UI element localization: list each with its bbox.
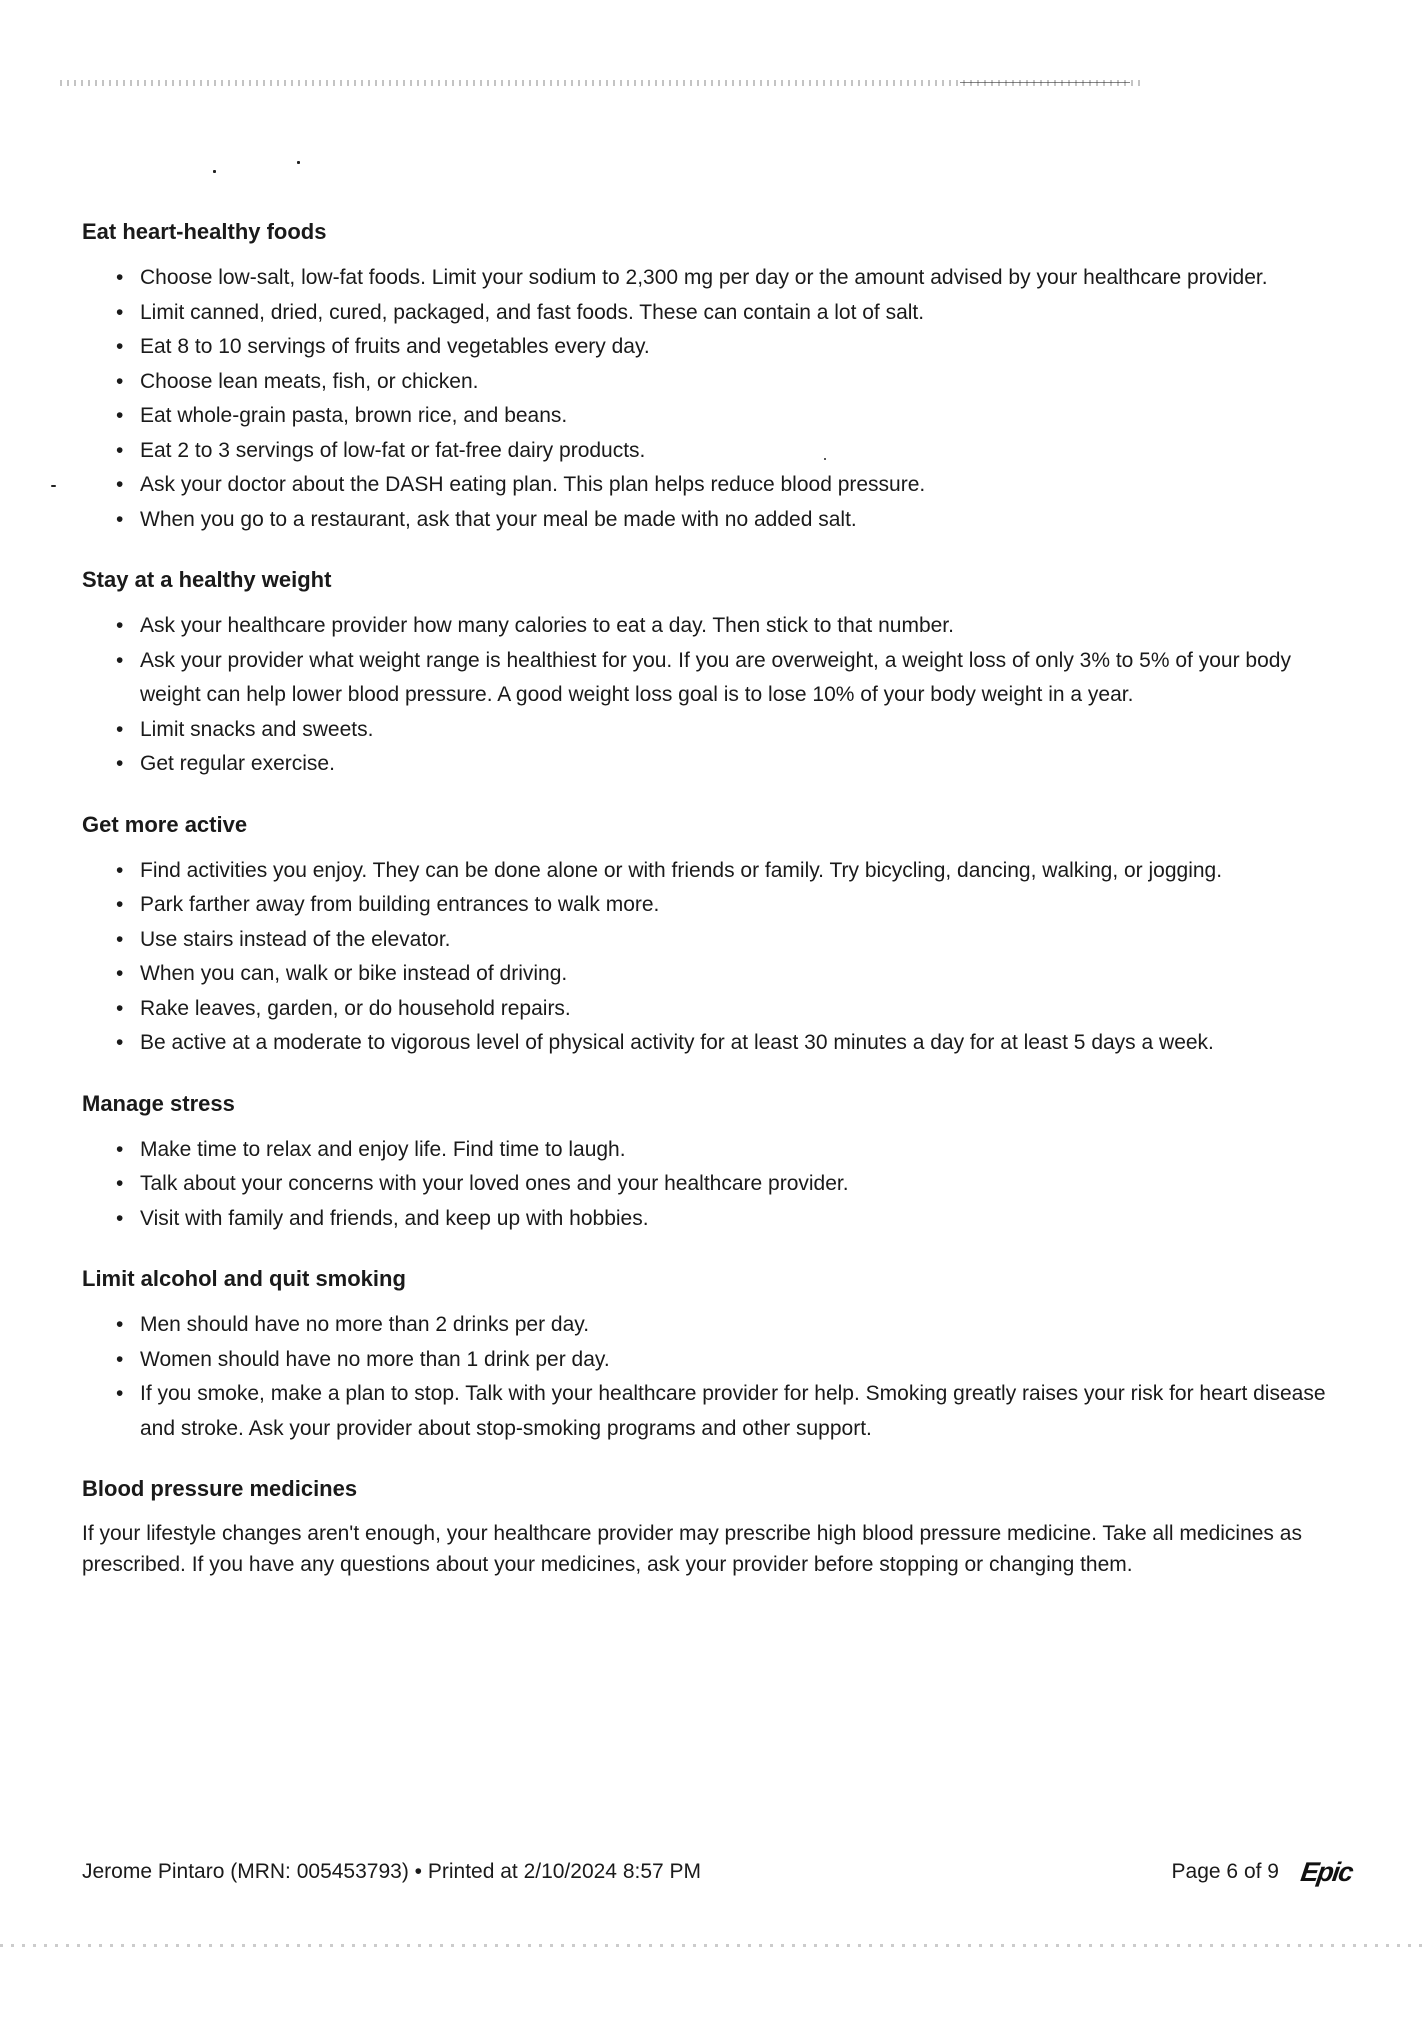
section-heading: Eat heart-healthy foods bbox=[82, 219, 327, 244]
list-item: • Choose lean meats, fish, or chicken. bbox=[140, 365, 1352, 400]
list-item: • Choose low-salt, low-fat foods. Limit your sodium to 2,300 mg per day or the amount advised by your healthcare provider. bbox=[140, 261, 1352, 296]
list-item: • Eat 2 to 3 servings of low-fat or fat-free dairy products. bbox=[140, 434, 1352, 469]
list-item: • Be active at a moderate to vigorous level of physical activity for at least 30 minutes a day for at least 5 days a week. bbox=[140, 1026, 1352, 1061]
list-item: • Eat whole-grain pasta, brown rice, and beans. bbox=[140, 399, 1352, 434]
page-footer bbox=[82, 1854, 1355, 1890]
list-item: • Men should have no more than 2 drinks per day. bbox=[140, 1308, 1352, 1343]
patient-print-info: Jerome Pintaro (MRN: 005453793) • Printed at 2/10/2024 8:57 PM bbox=[82, 1860, 702, 1883]
list-item: • Find activities you enjoy. They can be done alone or with friends or family. Try bicycling, dancing, walking, or jogging. bbox=[140, 854, 1352, 889]
scan-speck bbox=[51, 485, 56, 487]
list-item: • Ask your doctor about the DASH eating plan. This plan helps reduce blood pressure. bbox=[140, 468, 1352, 503]
list-item: • When you can, walk or bike instead of driving. bbox=[140, 957, 1352, 992]
list-item: • Rake leaves, garden, or do household repairs. bbox=[140, 992, 1352, 1027]
bullet-list bbox=[82, 609, 1352, 782]
list-item: • Visit with family and friends, and keep up with hobbies. bbox=[140, 1202, 1352, 1237]
list-item: • Get regular exercise. bbox=[140, 747, 1352, 782]
list-item: • Talk about your concerns with your loved ones and your healthcare provider. bbox=[140, 1167, 1352, 1202]
list-item: • Limit snacks and sweets. bbox=[140, 713, 1352, 748]
section-heading: Manage stress bbox=[82, 1090, 235, 1116]
section-manage-stress bbox=[82, 1087, 1352, 1237]
footer-page-area bbox=[1171, 1854, 1355, 1890]
page-number: Page 6 of 9 bbox=[1171, 1860, 1279, 1883]
scan-artifact-bottom bbox=[0, 1944, 1428, 1947]
section-eat-heart-healthy-foods bbox=[82, 215, 1352, 537]
scan-artifact-top bbox=[60, 80, 1140, 86]
section-get-more-active bbox=[82, 808, 1352, 1061]
bullet-list bbox=[82, 1308, 1352, 1446]
scan-speck bbox=[213, 170, 216, 173]
section-heading: Limit alcohol and quit smoking bbox=[82, 1266, 406, 1291]
list-item: • Park farther away from building entrances to walk more. bbox=[140, 888, 1352, 923]
list-item: • Ask your provider what weight range is healthiest for you. If you are overweight, a weight loss of only 3% to 5% of your body weight can help lower blood pressure. A good weight loss goal is to lose 10% of your body weight in a year. bbox=[140, 644, 1352, 713]
section-heading: Get more active bbox=[82, 811, 248, 837]
section-heading: Stay at a healthy weight bbox=[82, 567, 332, 592]
list-item: • Use stairs instead of the elevator. bbox=[140, 923, 1352, 958]
section-stay-at-a-healthy-weight bbox=[82, 563, 1352, 782]
section-blood-pressure-medicines bbox=[82, 1472, 1352, 1580]
list-item: • When you go to a restaurant, ask that your meal be made with no added salt. bbox=[140, 503, 1352, 538]
bullet-list bbox=[82, 261, 1352, 537]
section-limit-alcohol-and-quit-smoking bbox=[82, 1262, 1352, 1446]
section-heading: Blood pressure medicines bbox=[82, 1476, 358, 1501]
list-item: • If you smoke, make a plan to stop. Talk with your healthcare provider for help. Smoking greatly raises your risk for heart disease and stroke. Ask your provider about stop-smoking programs and other support. bbox=[140, 1377, 1352, 1446]
list-item: • Eat 8 to 10 servings of fruits and vegetables every day. bbox=[140, 330, 1352, 365]
list-item: • Make time to relax and enjoy life. Find time to laugh. bbox=[140, 1133, 1352, 1168]
list-item: • Women should have no more than 1 drink per day. bbox=[140, 1343, 1352, 1378]
section-paragraph: If your lifestyle changes aren't enough, your healthcare provider may prescribe high blood pressure medicine. Take all medicines as prescribed. If you have any questions about your medicines, ask your provider before stopping or changing them. bbox=[82, 1522, 1302, 1576]
bullet-list bbox=[82, 1133, 1352, 1237]
epic-logo: Epic bbox=[1298, 1857, 1355, 1887]
list-item: • Ask your healthcare provider how many calories to eat a day. Then stick to that number. bbox=[140, 609, 1352, 644]
scan-speck bbox=[297, 161, 300, 164]
bullet-list bbox=[82, 854, 1352, 1061]
list-item: • Limit canned, dried, cured, packaged, and fast foods. These can contain a lot of salt. bbox=[140, 296, 1352, 331]
document-page bbox=[82, 215, 1352, 1606]
scan-artifact-top-line bbox=[960, 82, 1130, 83]
